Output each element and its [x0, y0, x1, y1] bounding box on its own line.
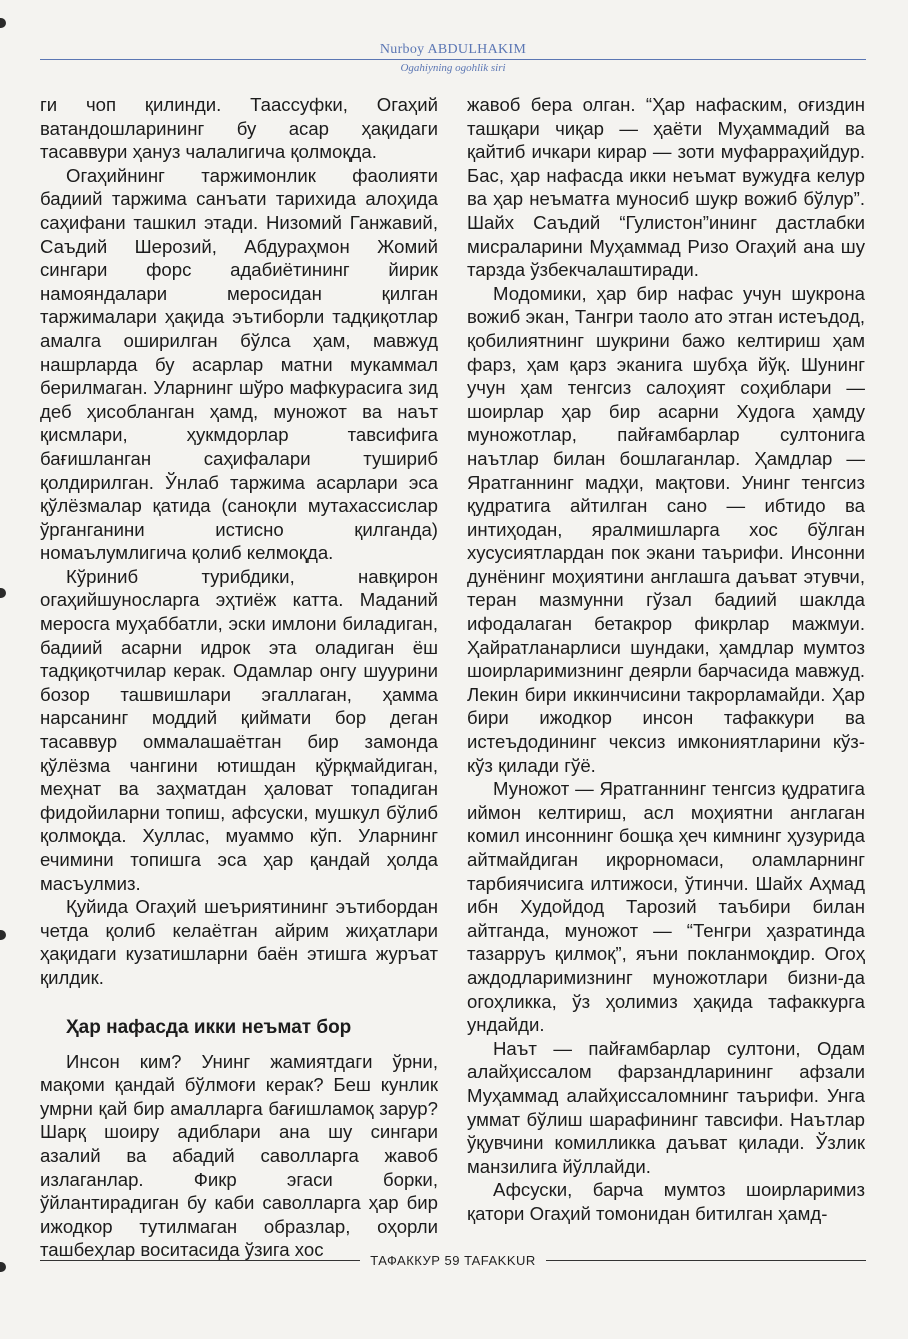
binding-hole	[0, 1262, 6, 1272]
binding-hole	[0, 588, 6, 598]
paragraph: Наът — пайғамбарлар султони, Одам алайҳиссалом фарзандларининг афзали Муҳаммад алайҳиссаломнинг таърифи. Унга уммат бўлиш шарафининг тавсифи. Наътлар ўқувчини комилликка даъват қилади. Ўзлик манзилига йўллайди.	[467, 1037, 865, 1177]
footer-rule-right	[546, 1260, 866, 1261]
paragraph: Кўриниб турибдики, навқирон огаҳийшуносларга эҳтиёж катта. Маданий меросга муҳаббатли, эски имлони биладиган, бадиий асарни идрок эта оладиган ёш тадқиқотчилар керак. Одамлар онгу шуурини бозор ташвишлари эгаллаган, ҳамма нарсанинг моддий қиймати бор деган тасаввур оммалашаётган бир замонда қўлёзма чангини ютишдан қўрқмайдиган, меҳнат ва заҳматдан ҳаловат топадиган фидойиларни топиш, афсуски, мушкул бўлиб қолмоқда. Хуллас, муаммо кўп. Уларнинг ечимини топишга эса ҳар қандай ҳолда масъулмиз.	[40, 565, 438, 894]
binding-hole	[0, 18, 6, 28]
running-header	[40, 42, 866, 75]
section-heading: Ҳар нафасда икки неъмат бор	[66, 1016, 352, 1038]
left-column	[40, 93, 438, 1262]
paragraph: ги чоп қилинди. Таассуфки, Огаҳий ватандошларининг бу асар ҳақидаги тасаввури ҳануз чалалигича қолмоқда.	[40, 94, 438, 163]
paragraph: Модомики, ҳар бир нафас учун шукрона вожиб экан, Тангри таоло ато этган истеъдод, қобилиятнинг шукрини бажо келтириш ҳам фарз, ҳам қарз эканига шубҳа йўқ. Шунинг учун ҳам тенгсиз салоҳият соҳиблари — шоирлар ҳар бир асарни Худога ҳамду муножотлар, пайғамбарлар султонига наътлар билан бошлаганлар. Ҳамдлар — Яратганнинг мадҳи, мақтови. Унинг тенгсиз қудратига айтилган сано — ибтидо ва интиҳодан, яралмишларга хос бўлган хусусиятлардан пок экани таърифи. Инсонни дунёнинг моҳиятини англашга даъват этувчи, теран мазмунни гўзал бадиий шаклда ифодалаган бетакрор фикрлар мажмуи. Ҳайратланарлиси шундаки, ҳамдлар мумтоз шоирларимизнинг деярли барчасида мавжуд. Лекин бири иккинчисини такрорламайди. Ҳар бири ижодкор инсон тафаккури ва истеъдодининг чексиз имкониятларини кўз-кўз қилади гўё.	[467, 282, 865, 776]
header-subtitle: Ogahiyning ogohlik siri	[400, 62, 506, 74]
paragraph: Қуйида Огаҳий шеъриятининг эътибордан четда қолиб келаётган айрим жиҳатлари ҳақидаги кузатишларни баён этишга журъат қилдик.	[40, 896, 438, 988]
right-column	[467, 93, 865, 1226]
header-author: Nurboy ABDULHAKIM	[379, 42, 527, 57]
paragraph: Муножот — Яратганнинг тенгсиз қудратига иймон келтириш, асл моҳиятни англаган комил инсоннинг бошқа ҳеч кимнинг ҳузурида айтмайдиган иқрорномаси, оламларнинг тарбиячисига илтижоси, ўтинчи. Шайх Аҳмад ибн Худойдод Тарозий таъбири билан айтганда, муножот — “Тенгри ҳазратинда тазарруъ қилмоқ”, яъни покланмоқдир. Огоҳ аждодларимизнинг муножотлари бизни-да огоҳликка, ўз ҳолимиз ҳақида тафаккурга ундайди.	[467, 778, 865, 1036]
paragraph: Огаҳийнинг таржимонлик фаолияти бадиий таржима санъати тарихида алоҳида саҳифани ташкил этади. Низомий Ганжавий, Саъдий Шерозий, Абдураҳмон Жомий сингари форс адабиётининг йирик намояндалари меросидан қилган таржималари ҳақида эътиборли тадқиқотлар амалга оширилган бўлса ҳам, мавжуд нашрларда бу асарлар матни мукаммал берилмаган. Уларнинг шўро мафкурасига зид деб ҳисобланган ҳамд, муножот ва наът қисмлари, ҳукмдорлар тавсифига бағишланган саҳифалари тушириб қолдирилган. Ўнлаб таржима асарлари эса қўлёзмалар қатида (саноқли мутахассислар ўрганганини истисно қилганда) номаълумлигича қолиб келмоқда.	[40, 164, 438, 564]
footer-page-label: ТАФАККУР 59 TAFAKKUR	[370, 1252, 536, 1268]
paragraph: жавоб бера олган. “Ҳар нафаским, оғиздин ташқари чиқар — ҳаёти Муҳаммадий ва қайтиб ичкари кирар — зоти муфарраҳийдур. Бас, ҳар нафасда икки неъмат вужудға келур ва ҳар неъматға муносиб шукр вожиб бўлур”. Шайх Саъдий “Гулистон”ининг дастлабки мисраларини Муҳаммад Ризо Огаҳий ана шу тарзда ўзбекчалаштиради.	[467, 94, 865, 281]
binding-hole	[0, 930, 6, 940]
footer-rule-left	[40, 1260, 360, 1261]
header-rule	[40, 59, 866, 60]
paragraph: Афсуски, барча мумтоз шоирларимиз қатори Огаҳий томонидан битилган ҳамд-	[467, 1179, 865, 1224]
page-footer	[40, 1250, 866, 1270]
paragraph: Инсон ким? Унинг жамиятдаги ўрни, мақоми қандай бўлмоғи керак? Беш кунлик умрни қай бир амалларга бағишламоқ зарур? Шарқ шоиру адиблари ана шу сингари азалий ва абадий саволларга жавоб излаганлар. Фикр эгаси борки, ўйлантирадиган бу каби саволларга ҳар бир ижодкор тутилмаган образлар, оҳорли ташбеҳлар воситасида ўзига хос	[40, 1050, 438, 1261]
